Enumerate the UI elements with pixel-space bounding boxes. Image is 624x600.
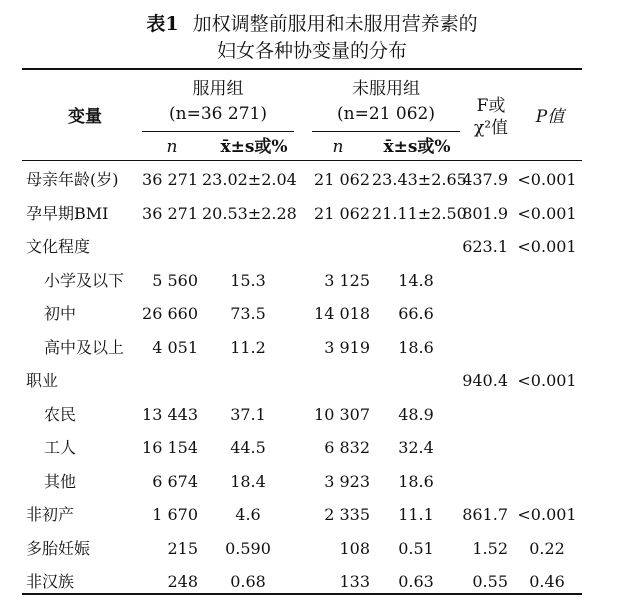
table-row bbox=[0, 467, 624, 497]
group1-value: 0.68 bbox=[230, 572, 266, 591]
row-label: 农民 bbox=[44, 404, 77, 424]
table-row bbox=[0, 165, 624, 195]
row-label: 初中 bbox=[44, 304, 77, 323]
row-label: 孕早期BMI bbox=[26, 203, 109, 223]
group1-n: 13 443 bbox=[142, 404, 198, 424]
group2-value: 66.6 bbox=[398, 304, 434, 323]
group1-n: 248 bbox=[167, 572, 198, 591]
group2-value: 18.6 bbox=[398, 471, 434, 491]
group2-value: 21.11±2.50 bbox=[372, 203, 467, 223]
group1-n: 4 051 bbox=[152, 337, 198, 357]
group2-n: 6 832 bbox=[324, 438, 370, 457]
header-sub-stat1: x̄±s或% bbox=[220, 137, 288, 157]
group2-value: 0.51 bbox=[398, 538, 434, 558]
group2-n: 108 bbox=[339, 538, 370, 558]
table-number: 表1 bbox=[146, 13, 179, 35]
row-label: 其他 bbox=[44, 471, 77, 491]
table-row bbox=[0, 232, 624, 262]
header-sub-n1: n bbox=[166, 137, 178, 157]
header-f-line2: χ²值 bbox=[473, 118, 509, 138]
group2-n: 3 923 bbox=[324, 471, 370, 491]
group2-n: 14 018 bbox=[314, 304, 370, 323]
group2-value: 32.4 bbox=[398, 438, 434, 457]
table-row bbox=[0, 433, 624, 463]
row-label: 非汉族 bbox=[26, 572, 75, 591]
group1-n: 1 670 bbox=[152, 505, 198, 524]
group2-value: 0.63 bbox=[398, 572, 434, 591]
group2-n: 21 062 bbox=[314, 203, 370, 223]
p-value: <0.001 bbox=[517, 203, 577, 223]
f-value: 940.4 bbox=[462, 371, 508, 390]
group2-n: 10 307 bbox=[314, 404, 370, 424]
row-label: 非初产 bbox=[26, 505, 75, 524]
header-sub-n2: n bbox=[332, 137, 344, 157]
group1-n: 215 bbox=[167, 538, 198, 558]
row-label: 高中及以上 bbox=[44, 337, 125, 357]
row-label: 职业 bbox=[26, 371, 59, 390]
p-value: 0.46 bbox=[529, 572, 565, 591]
table-row bbox=[0, 500, 624, 530]
table-row bbox=[0, 199, 624, 229]
row-label: 母亲年龄(岁) bbox=[26, 170, 119, 189]
group1-value: 73.5 bbox=[230, 304, 266, 323]
f-value: 861.7 bbox=[462, 505, 508, 524]
header-sub-stat2: x̄±s或% bbox=[383, 137, 451, 157]
table-row bbox=[0, 299, 624, 329]
group2-n: 21 062 bbox=[314, 170, 370, 189]
table-row bbox=[0, 333, 624, 363]
row-label: 文化程度 bbox=[26, 237, 91, 256]
group1-n: 5 560 bbox=[152, 270, 198, 290]
f-value: 0.55 bbox=[472, 572, 508, 591]
table-header-rule bbox=[22, 160, 582, 161]
p-value: <0.001 bbox=[517, 505, 577, 524]
table-row bbox=[0, 266, 624, 296]
group2-subrule bbox=[312, 131, 460, 132]
table-title-line2: 妇女各种协变量的分布 bbox=[216, 40, 407, 62]
group1-n: 26 660 bbox=[142, 304, 198, 323]
group1-value: 11.2 bbox=[230, 337, 266, 357]
group2-n: 3 919 bbox=[324, 337, 370, 357]
table-row bbox=[0, 534, 624, 564]
group1-value: 44.5 bbox=[230, 438, 266, 457]
header-group1-n: (n=36 271) bbox=[169, 104, 267, 124]
group2-n: 133 bbox=[339, 572, 370, 591]
row-label: 小学及以下 bbox=[44, 270, 125, 290]
group1-n: 36 271 bbox=[142, 203, 198, 223]
f-value: 1.52 bbox=[472, 538, 508, 558]
table-top-rule bbox=[22, 68, 582, 70]
group2-value: 18.6 bbox=[398, 337, 434, 357]
group1-n: 6 674 bbox=[152, 471, 198, 491]
group2-value: 23.43±2.65 bbox=[372, 170, 467, 189]
group2-value: 11.1 bbox=[398, 505, 434, 524]
header-variable: 变量 bbox=[68, 107, 102, 127]
p-value: <0.001 bbox=[517, 170, 577, 189]
group2-value: 14.8 bbox=[398, 270, 434, 290]
group1-value: 4.6 bbox=[235, 505, 261, 524]
p-value: <0.001 bbox=[517, 371, 577, 390]
header-f-line1: F或 bbox=[476, 96, 506, 116]
header-group1-name: 服用组 bbox=[192, 79, 244, 99]
table-title-line1 bbox=[0, 12, 624, 36]
group1-value: 37.1 bbox=[230, 404, 266, 424]
header-group2-n: (n=21 062) bbox=[337, 104, 435, 124]
group1-value: 0.590 bbox=[225, 538, 271, 558]
group1-subrule bbox=[142, 131, 294, 132]
row-label: 工人 bbox=[44, 438, 77, 457]
table-row bbox=[0, 567, 624, 597]
group1-value: 23.02±2.04 bbox=[202, 170, 297, 189]
header-p: P值 bbox=[535, 107, 565, 127]
p-value: 0.22 bbox=[529, 538, 565, 558]
group1-n: 36 271 bbox=[142, 170, 198, 189]
f-value: 801.9 bbox=[462, 203, 508, 223]
p-value: <0.001 bbox=[517, 237, 577, 256]
row-label: 多胎妊娠 bbox=[26, 538, 91, 558]
table-row bbox=[0, 366, 624, 396]
f-value: 437.9 bbox=[462, 170, 508, 189]
table-row bbox=[0, 400, 624, 430]
group2-n: 2 335 bbox=[324, 505, 370, 524]
header-group2-name: 未服用组 bbox=[352, 79, 420, 99]
group1-value: 20.53±2.28 bbox=[202, 203, 297, 223]
group1-value: 15.3 bbox=[230, 270, 266, 290]
table-title-text: 加权调整前服用和未服用营养素的 bbox=[192, 13, 478, 35]
f-value: 623.1 bbox=[462, 237, 508, 256]
group1-value: 18.4 bbox=[230, 471, 266, 491]
group1-n: 16 154 bbox=[142, 438, 198, 457]
group2-value: 48.9 bbox=[398, 404, 434, 424]
group2-n: 3 125 bbox=[324, 270, 370, 290]
